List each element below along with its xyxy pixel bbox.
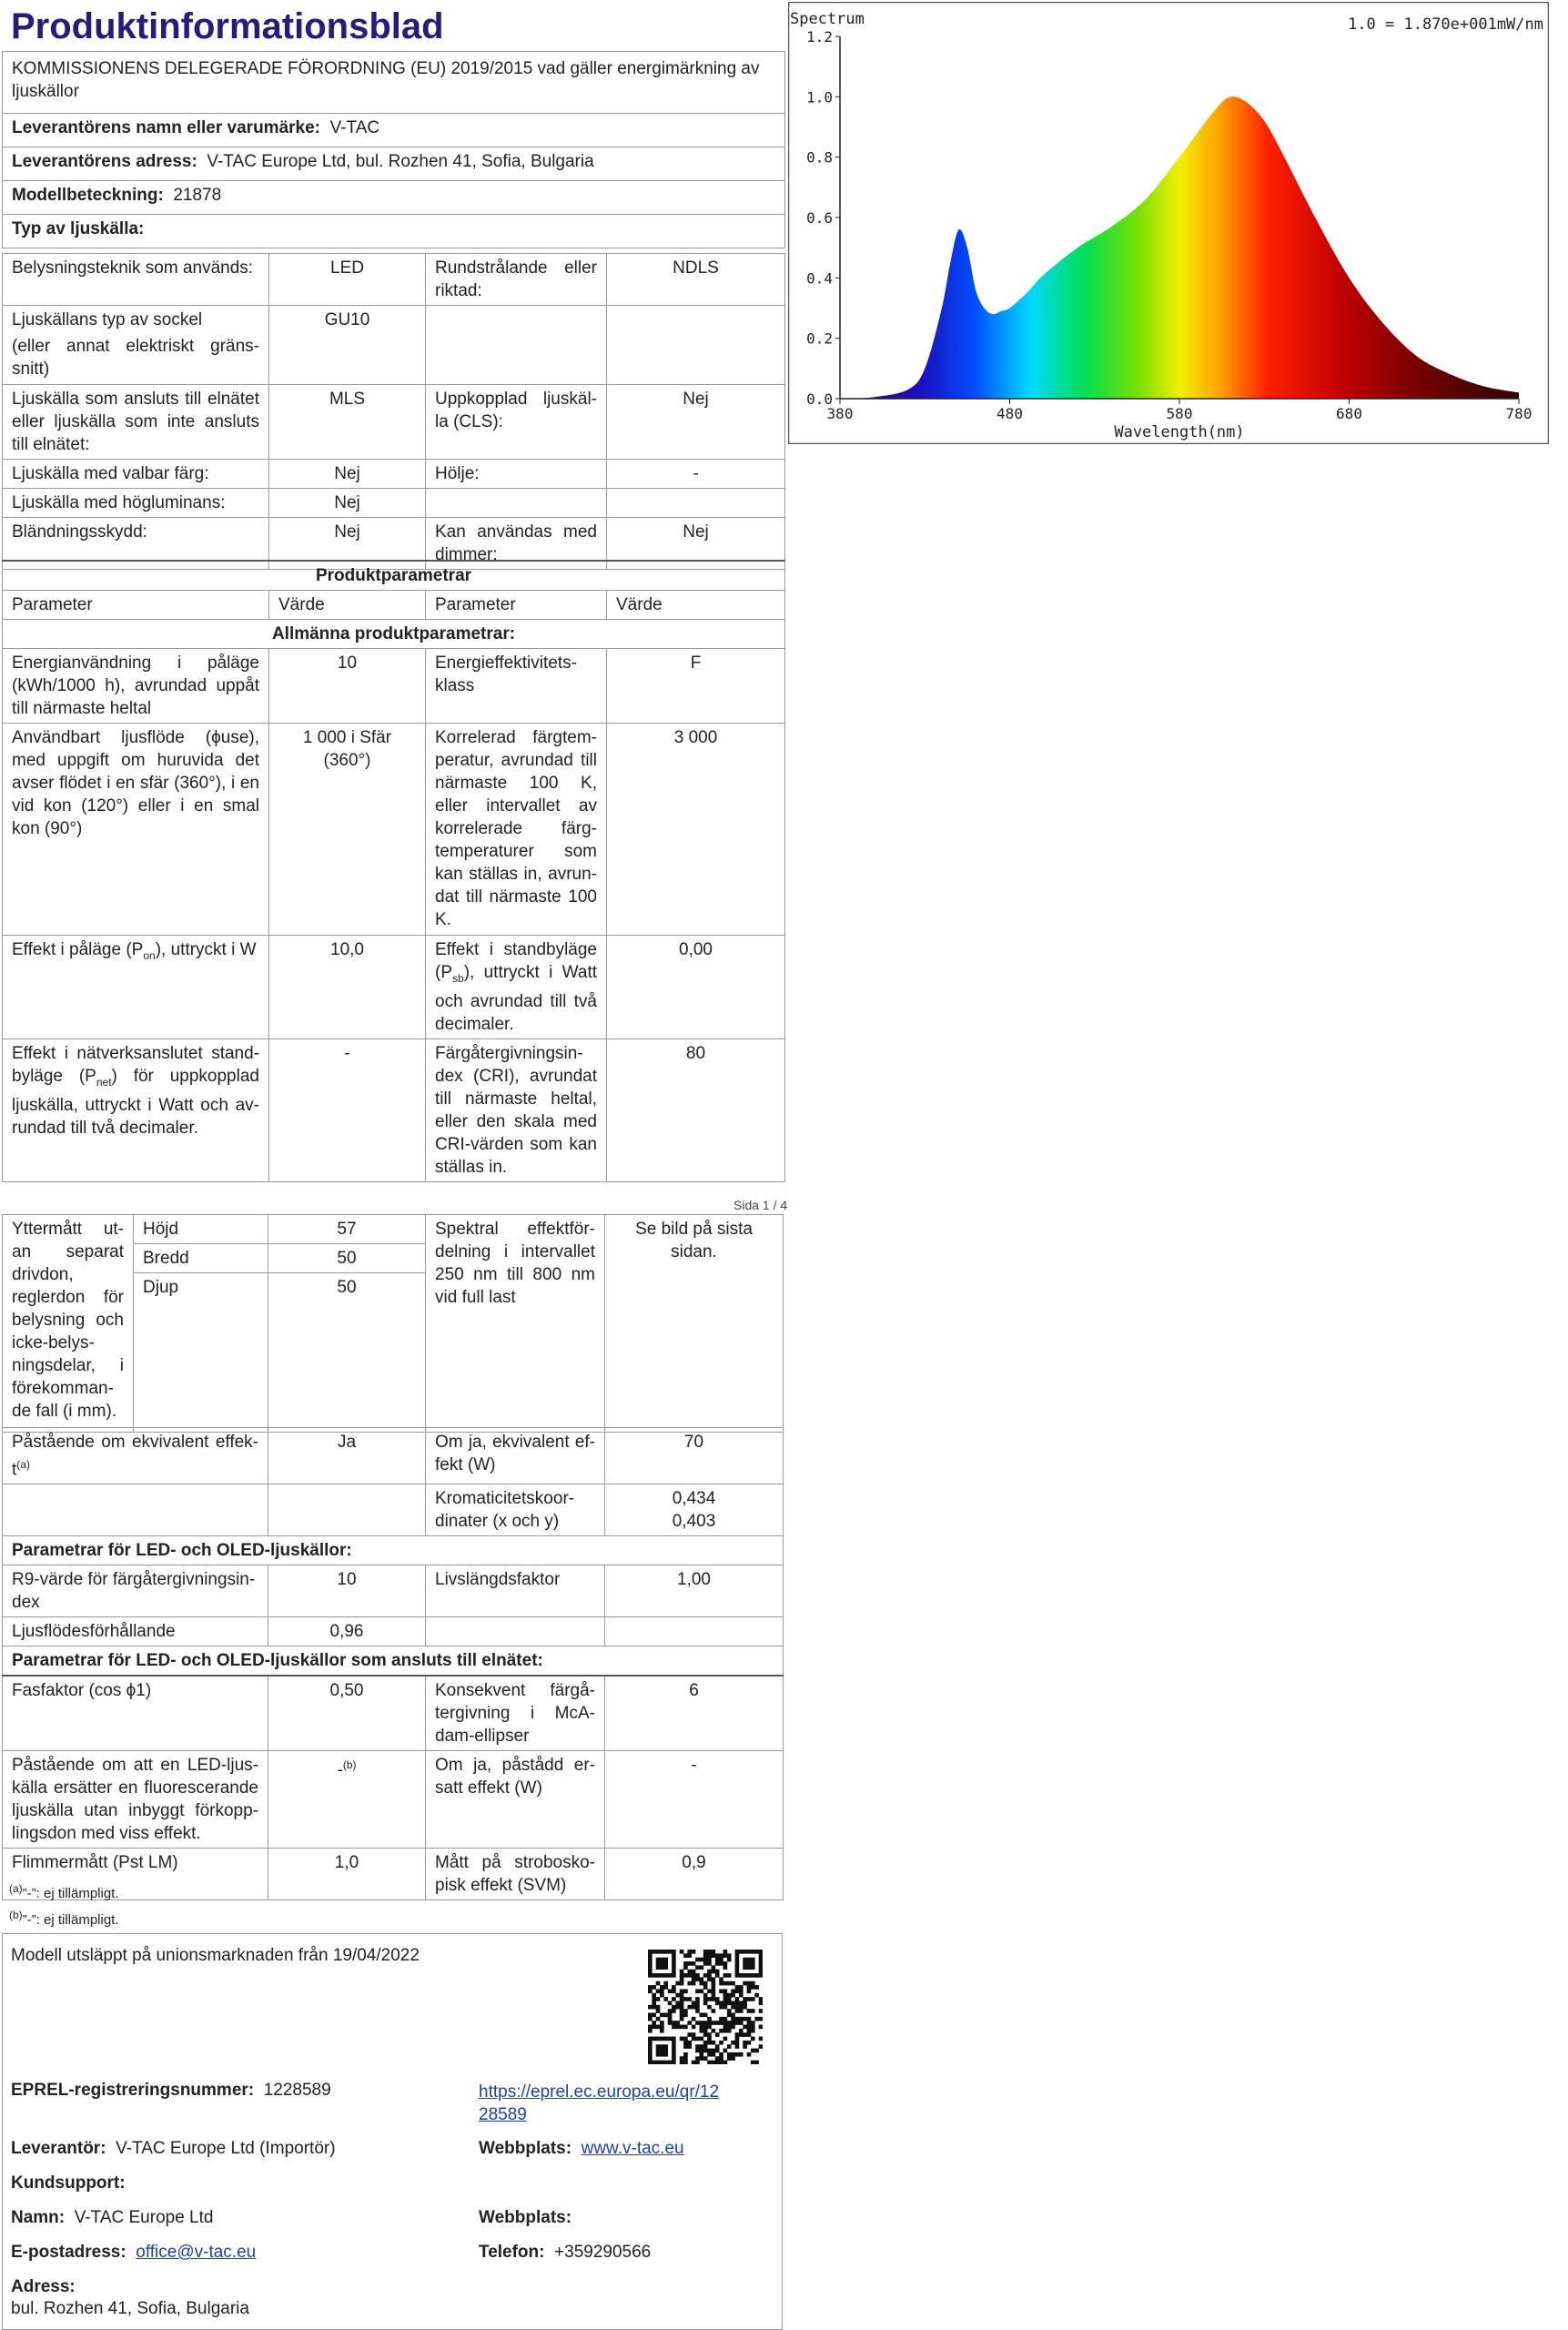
width-label: Bredd (134, 1244, 268, 1273)
led-replace-label: Påstående om att en LED-ljus-källa ersätter en fluorescerande ljuskälla utan inbyggt förkopp-lingsdon med viss effekt. (3, 1751, 268, 1849)
type-row-label: Ljuskälla med valbar färg: (3, 460, 269, 489)
col-header-value: Värde (269, 591, 426, 620)
supplier-name-label: Leverantörens namn eller varumärke: (12, 118, 320, 137)
model-label: Modellbeteckning: (12, 186, 164, 205)
y-tick-label: 0.2 (806, 329, 833, 348)
supplier-label: Leverantör: (11, 2139, 106, 2158)
type-row-label: Belysningsteknik som används: (3, 254, 269, 306)
eprel-label: EPREL-registreringsnummer: (11, 2081, 255, 2100)
param-value-2: F (607, 649, 785, 724)
param-label-2: Färgåtergivningsin-dex (CRI), avrundat till närmaste heltal, eller den skala med CRI-värden som kan ställas in. (426, 1038, 607, 1181)
param-label-2: Effekt i standbyläge $(P_{sb})$, uttryckt i Watt och avrundad till två decimaler. (426, 936, 607, 1039)
type-row-label-2: Hölje: (426, 460, 607, 489)
eprel-value: 1228589 (263, 2081, 331, 2100)
led-replace-value: -$^{(b)}$ (268, 1751, 426, 1849)
customer-support-label: Kundsupport: (11, 2173, 126, 2193)
param-label: Användbart ljusflöde (ϕuse), med uppgift om huruvida det avser flödet i en sfär (360°), i en vid kon (120°) eller i en smal kon (90°) (3, 724, 269, 936)
contact-name-value: V-TAC Europe Ltd (74, 2208, 214, 2227)
address-value: bul. Rozhen 41, Sofia, Bulgaria (11, 2299, 249, 2318)
svm-label: Mått på strobosko-pisk effekt (SVM) (426, 1849, 605, 1900)
equiv-value: Ja (268, 1428, 426, 1484)
type-row-value: Nej (269, 518, 426, 570)
regulation-text: KOMMISSIONENS DELEGERADE FÖRORDNING (EU) 2019/2015 vad gäller energimärkning av ljuskällor (3, 52, 785, 114)
y-tick-label: 0.8 (806, 148, 833, 167)
spectral-value: Se bild på sista sidan. (605, 1215, 784, 1433)
power-factor-label: Fasfaktor (cos ϕ1) (3, 1676, 268, 1751)
y-tick-label: 0.0 (806, 390, 833, 408)
contact-name-label: Namn: (11, 2208, 66, 2227)
general-params-title: Allmänna produktparametrar: (3, 620, 785, 649)
type-row-value: GU10 (269, 306, 426, 385)
col-header-param-2: Parameter (426, 591, 607, 620)
param-value-2: 3 000 (607, 724, 785, 936)
mains-section-title: Parametrar för LED- och OLED-ljuskällor som ansluts till elnätet: (3, 1646, 784, 1677)
y-tick-label: 0.4 (806, 269, 833, 288)
type-row-value: Nej (269, 460, 426, 489)
macadam-label: Konsekvent färgå-tergivning i McA-dam-ellipser (426, 1676, 605, 1751)
type-row-value: Nej (269, 489, 426, 518)
param-value-2: 80 (607, 1038, 785, 1181)
qr-code-image (648, 1950, 763, 2064)
depth-value: 50 (268, 1273, 426, 1433)
phone-label: Telefon: (479, 2243, 545, 2262)
footnote-b: $^{(b)}$”-”: ej tillämpligt. (9, 1909, 119, 1928)
params-table (2, 560, 785, 1182)
x-tick-label: 580 (1166, 405, 1193, 422)
type-row-value-2: - (607, 460, 785, 489)
supplier-value: V-TAC Europe Ltd (Importör) (116, 2139, 336, 2158)
flicker-label: Flimmermått (Pst LM) (3, 1849, 268, 1900)
x-axis-label: Wavelength(nm) (1114, 423, 1245, 441)
chromaticity-label: Kromaticitetskoor-dinater (x och y) (426, 1484, 605, 1536)
width-value: 50 (268, 1244, 426, 1273)
replaced-power-label: Om ja, påstådd er-satt effekt (W) (426, 1751, 605, 1849)
param-label: Effekt i nätverksanslutet stand-byläge $(P_{net})$ för uppkopplad ljuskälla, uttryckt i Watt och av-rundad till två decimaler. (3, 1038, 269, 1181)
params-section-title: Produktparametrar (3, 561, 785, 591)
type-row-label-2: Kan användas med dimmer: (426, 518, 607, 570)
equiv-power-value: 70 (605, 1428, 784, 1484)
type-row-label-2 (426, 306, 607, 385)
x-tick-label: 480 (996, 405, 1023, 422)
param-value-2: 0,00 (607, 936, 785, 1039)
col-header-param: Parameter (3, 591, 269, 620)
supplier-name-value: V-TAC (329, 118, 380, 137)
param-value: 1 000 i Sfär (360°) (269, 724, 426, 936)
spectral-label: Spektral effektför-delning i intervallet 250 nm till 800 nm vid full last (426, 1215, 605, 1433)
type-row-label-2: Uppkopplad ljuskäl-la (CLS): (426, 385, 607, 460)
page-number: Sida 1 / 4 (733, 1198, 788, 1212)
type-row-label: Bländningsskydd: (3, 518, 269, 570)
model-value: 21878 (173, 186, 222, 205)
eprel-link-cont[interactable]: 28589 (479, 2105, 527, 2124)
spectrum-svg (788, 2, 1549, 444)
phone-value: +359290566 (554, 2243, 652, 2262)
param-label: Energianvändning i påläge (kWh/1000 h), avrundad uppåt till närmaste heltal (3, 649, 269, 724)
flux-ratio-label: Ljusflödesförhållande (3, 1617, 268, 1646)
x-tick-label: 380 (826, 405, 854, 422)
type-row-label: Ljuskälla med högluminans: (3, 489, 269, 518)
flicker-value: 1,0 (268, 1849, 426, 1900)
param-label: Effekt i påläge $(P_{on})$, uttryckt i W (3, 936, 269, 1039)
dimensions-table (2, 1214, 784, 1433)
supplier-address-value: V-TAC Europe Ltd, bul. Rozhen 41, Sofia, Bulgaria (207, 152, 594, 171)
lifetime-factor-value: 1,00 (605, 1565, 784, 1617)
param-value: 10,0 (269, 936, 426, 1039)
r9-value: 10 (268, 1565, 426, 1617)
equiv-power-label: Om ja, ekvivalent ef-fekt (W) (426, 1428, 605, 1484)
eprel-link[interactable]: https://eprel.ec.europa.eu/qr/12 (479, 2082, 720, 2102)
light-source-type-label: Typ av ljuskälla: (3, 215, 785, 248)
r9-label: R9-värde för färgåtergivningsin-dex (3, 1565, 268, 1617)
lifetime-factor-label: Livslängdsfaktor (426, 1565, 605, 1617)
type-row-label-2: Rundstrålande eller riktad: (426, 254, 607, 306)
equiv-label: Påstående om ekvivalent effek-$t^{(a)}$ (3, 1428, 268, 1484)
type-row-label-2 (426, 489, 607, 518)
replaced-power-value: - (605, 1751, 784, 1849)
y-tick-label: 1.0 (806, 88, 833, 106)
param-label-2: Energieffektivitets-klass (426, 649, 607, 724)
type-row-value-2: NDLS (607, 254, 785, 306)
type-row-value-2 (607, 306, 785, 385)
x-tick-label: 780 (1505, 405, 1533, 422)
param-value: - (269, 1038, 426, 1181)
type-row-value-2: Nej (607, 385, 785, 460)
supplier-address-label: Leverantörens adress: (12, 152, 197, 171)
height-value: 57 (268, 1215, 426, 1244)
page-title: Produktinformationsblad (11, 6, 444, 46)
chromaticity-x: 0,434 (672, 1489, 716, 1509)
address-label: Adress: (11, 2277, 76, 2296)
col-header-value-2: Värde (607, 591, 785, 620)
y-tick-label: 0.6 (806, 209, 833, 227)
dimensions-label: Yttermått ut-an separat drivdon, reglerdon för belysning och icke-belys-ningsdelar, i förekomman-de fall (i mm). (3, 1215, 134, 1433)
chart-scale-note: 1.0 = 1.870e+001mW/nm (1348, 15, 1543, 34)
type-row-value: LED (269, 254, 426, 306)
macadam-value: 6 (605, 1676, 784, 1751)
type-row-label: Ljuskällans typ av sockel (12, 310, 203, 329)
website-label: Webbplats: (479, 2139, 572, 2158)
param-value: 10 (269, 649, 426, 724)
email-label: E-postadress: (11, 2243, 126, 2262)
height-label: Höjd (134, 1215, 268, 1244)
chart-title: Spectrum (790, 10, 865, 28)
footnote-a: $^{(a)}$”-”: ej tillämpligt. (9, 1882, 119, 1901)
type-row-label: Ljuskälla som ansluts till elnätet eller ljuskälla som inte ansluts till elnätet: (3, 385, 269, 460)
led-section-title: Parametrar för LED- och OLED-ljuskällor: (3, 1536, 784, 1565)
equiv-table (2, 1427, 784, 1900)
email-link[interactable]: office@v-tac.eu (136, 2243, 257, 2262)
depth-label: Djup (134, 1273, 268, 1433)
qr-code (648, 1950, 763, 2064)
power-factor-value: 0,50 (268, 1676, 426, 1751)
svm-value: 0,9 (605, 1849, 784, 1900)
release-date-text: Modell utsläppt på unionsmarknaden från 19/04/2022 (11, 1946, 420, 1965)
param-label-2: Korrelerad färgtem-peratur, avrundad till närmaste 100 K, eller intervallet av korrelerade färg-temperaturer som kan ställas in, avrun-dat till närmaste 100 K. (426, 724, 607, 936)
type-row-value-2 (607, 489, 785, 518)
flux-ratio-value: 0,96 (268, 1617, 426, 1646)
support-website-label: Webbplats: (479, 2208, 572, 2227)
type-row-value-2: Nej (607, 518, 785, 570)
y-tick-label: 1.2 (806, 28, 833, 46)
type-row-label-sub: (eller annat elektriskt gräns-snitt) (12, 337, 259, 379)
website-link[interactable]: www.v-tac.eu (581, 2139, 684, 2158)
header-table (2, 51, 785, 248)
type-row-value: MLS (269, 385, 426, 460)
x-tick-label: 680 (1336, 405, 1362, 422)
type-table (2, 253, 785, 570)
spectrum-chart (788, 2, 1549, 444)
chromaticity-y: 0,403 (672, 1512, 716, 1532)
